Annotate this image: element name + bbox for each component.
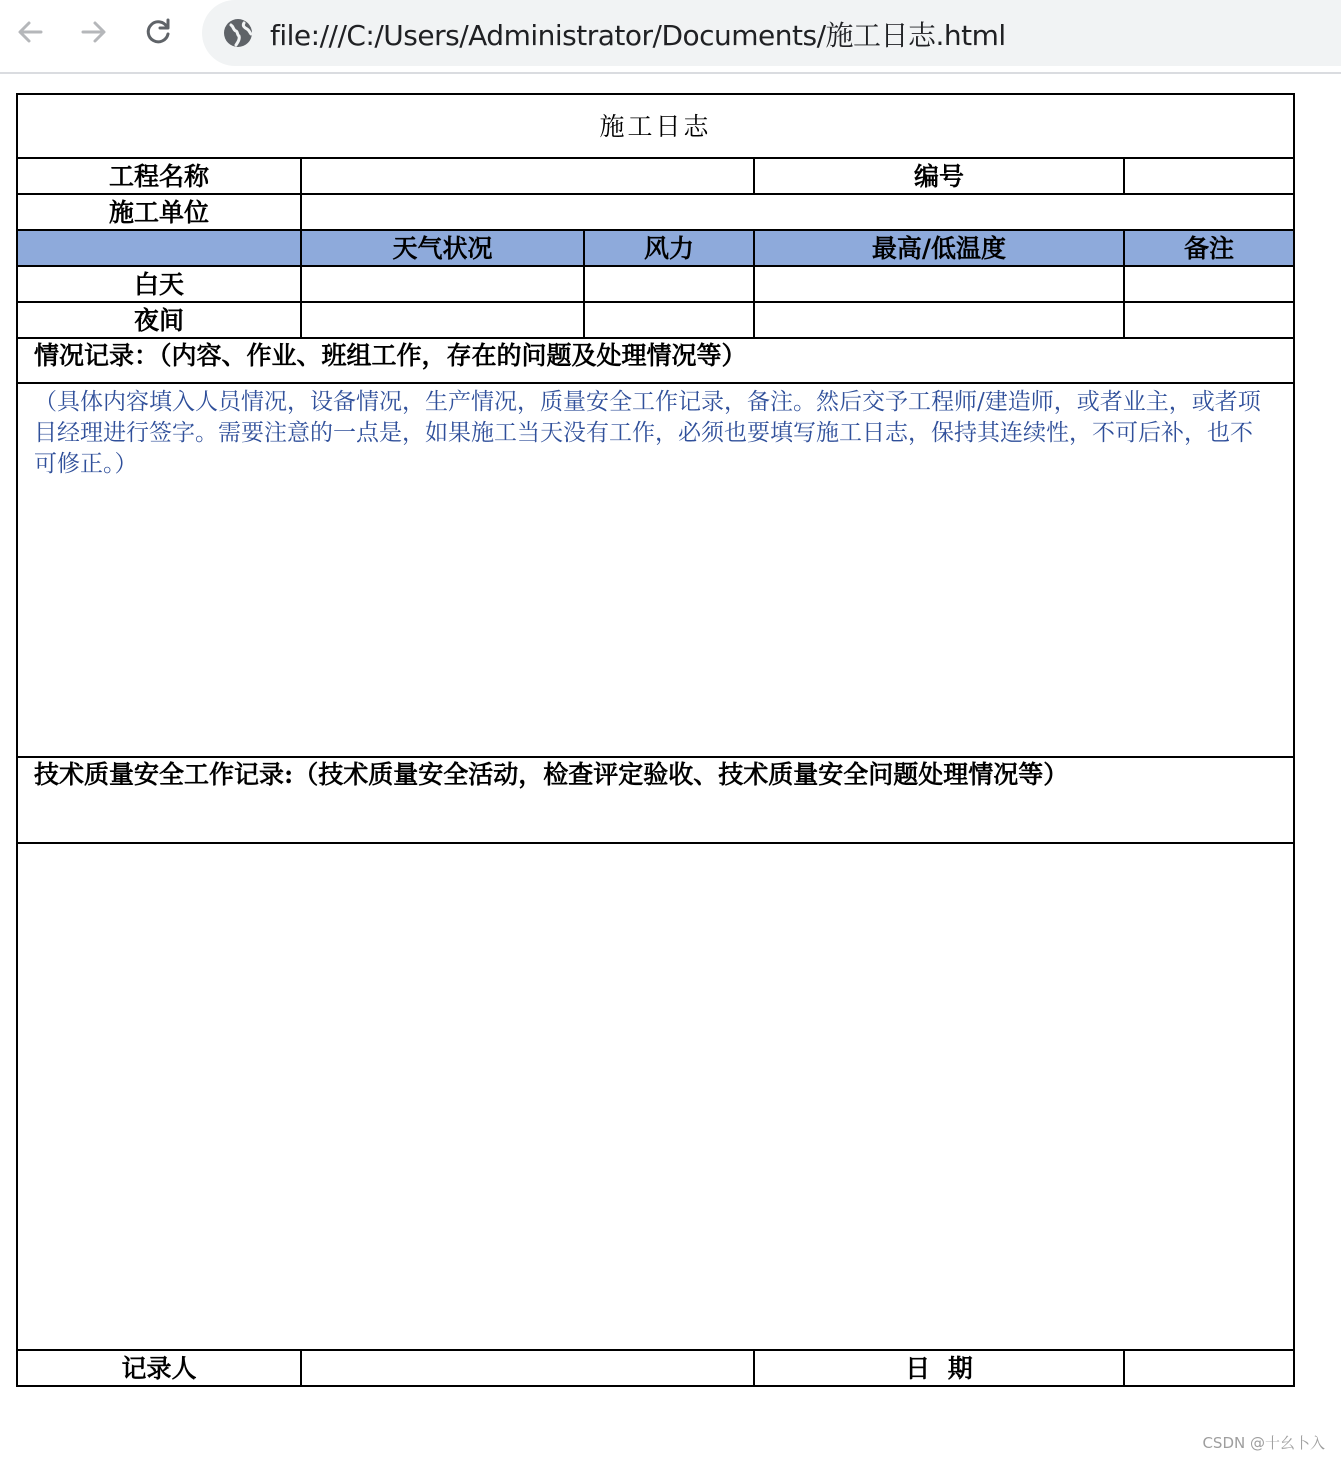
tech-label-cell (17, 757, 1294, 843)
project-name-label: 工程名称 (17, 158, 301, 194)
forward-button[interactable] (76, 14, 112, 50)
construction-log-form (16, 93, 1295, 1387)
number-label: 编号 (754, 158, 1124, 194)
night-wind-field[interactable] (584, 302, 754, 338)
night-label: 夜间 (17, 302, 301, 338)
watermark: CSDN @十幺卜入 (1202, 1434, 1325, 1452)
arrow-left-icon (15, 17, 45, 47)
back-button[interactable] (12, 14, 48, 50)
situation-hint[interactable]: （具体内容填入人员情况，设备情况，生产情况，质量安全工作记录，备注。然后交予工程师/建造师，或者业主，或者项目经理进行签字。需要注意的一点是，如果施工当天没有工作，必须也要填写施工日志，保持其连续性，不可后补，也不可修正。） (17, 383, 1294, 757)
night-temperature-field[interactable] (754, 302, 1124, 338)
project-row (17, 158, 1294, 194)
url-text: file:///C:/Users/Administrator/Documents/施工日志.html (270, 19, 1006, 52)
contractor-label: 施工单位 (17, 194, 301, 230)
reload-button[interactable] (140, 14, 176, 50)
recorder-label: 记录人 (17, 1350, 301, 1386)
number-field[interactable] (1124, 158, 1294, 194)
day-remarks-field[interactable] (1124, 266, 1294, 302)
day-label: 白天 (17, 266, 301, 302)
situation-content-row (17, 383, 1294, 757)
tech-content-row (17, 843, 1294, 1350)
weather-row-night (17, 302, 1294, 338)
situation-label-cell (17, 338, 1294, 383)
contractor-field[interactable] (301, 194, 1294, 230)
wind-header: 风力 (584, 230, 754, 266)
tech-label-row (17, 757, 1294, 843)
weather-header-blank (17, 230, 301, 266)
situation-label-row (17, 338, 1294, 383)
day-temperature-field[interactable] (754, 266, 1124, 302)
night-remarks-field[interactable] (1124, 302, 1294, 338)
weather-header-row (17, 230, 1294, 266)
arrow-right-icon (79, 17, 109, 47)
tech-content-field[interactable] (17, 843, 1294, 1350)
reload-icon (143, 17, 173, 47)
signature-row (17, 1350, 1294, 1386)
date-label: 日 期 (754, 1350, 1124, 1386)
night-weather-field[interactable] (301, 302, 584, 338)
situation-label: 情况记录：（内容、作业、班组工作，存在的问题及处理情况等） (34, 341, 747, 370)
globe-icon (222, 17, 254, 49)
day-weather-field[interactable] (301, 266, 584, 302)
recorder-field[interactable] (301, 1350, 754, 1386)
project-name-field[interactable] (301, 158, 754, 194)
address-bar[interactable] (202, 0, 1341, 66)
title-row (17, 94, 1294, 158)
date-field[interactable] (1124, 1350, 1294, 1386)
temperature-header: 最高/低温度 (754, 230, 1124, 266)
weather-row-day (17, 266, 1294, 302)
day-wind-field[interactable] (584, 266, 754, 302)
weather-header: 天气状况 (301, 230, 584, 266)
browser-toolbar (0, 0, 1341, 74)
form-title: 施工日志 (17, 94, 1294, 158)
remarks-header: 备注 (1124, 230, 1294, 266)
contractor-row (17, 194, 1294, 230)
tech-label: 技术质量安全工作记录:（技术质量安全活动，检查评定验收、技术质量安全问题处理情况等） (34, 760, 1069, 789)
